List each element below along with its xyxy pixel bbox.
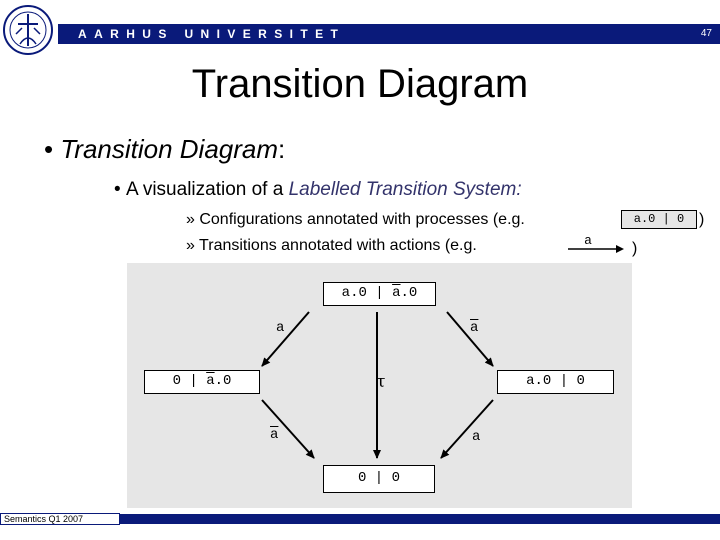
- closing-paren: ): [632, 240, 638, 257]
- node-top-configuration: a.0 | $\overline{a}.0$: [323, 282, 436, 306]
- example-configuration-box: a.0 | 0: [621, 210, 697, 229]
- example-action-label: a: [584, 233, 592, 248]
- bullet1-term: Transition Diagram: [60, 134, 279, 164]
- bullet1-suffix: :: [278, 134, 286, 164]
- page-number: 47: [700, 28, 712, 39]
- edge-label-tau: τ: [376, 372, 386, 392]
- edge-label-top-left: a: [276, 320, 285, 336]
- bullet-level-3-transitions: » Transitions annotated with actions (e.g.: [186, 237, 477, 254]
- footer-course-label: Semantics Q1 2007: [0, 513, 120, 525]
- closing-paren: ): [699, 211, 705, 228]
- bullet2-term: Labelled Transition System: [288, 179, 517, 200]
- edge-right-to-bottom: [441, 400, 493, 458]
- edge-label-right-bottom: a: [472, 429, 481, 445]
- university-name: AARHUS UNIVERSITET: [78, 27, 346, 41]
- node-right-configuration: a.0 | 0: [497, 370, 614, 394]
- node-bottom-configuration: 0 | 0: [323, 465, 435, 493]
- bullet-dot: •: [114, 179, 126, 200]
- bullet-level-3-configurations: » Configurations annotated with processes (e.g.: [186, 211, 525, 228]
- bullet2-prefix: A visualization of a: [125, 179, 289, 200]
- edge-top-to-left: [262, 312, 309, 366]
- bullet-dot: •: [44, 134, 61, 164]
- bullet2-suffix: :: [516, 179, 522, 200]
- edge-label-top-right: $\overline{a}$: [470, 320, 479, 336]
- slide-title: Transition Diagram: [191, 62, 529, 106]
- edge-label-left-bottom: $\overline{a}$: [270, 427, 279, 443]
- node-left-configuration: 0 | $\overline{a}.0$: [144, 370, 260, 394]
